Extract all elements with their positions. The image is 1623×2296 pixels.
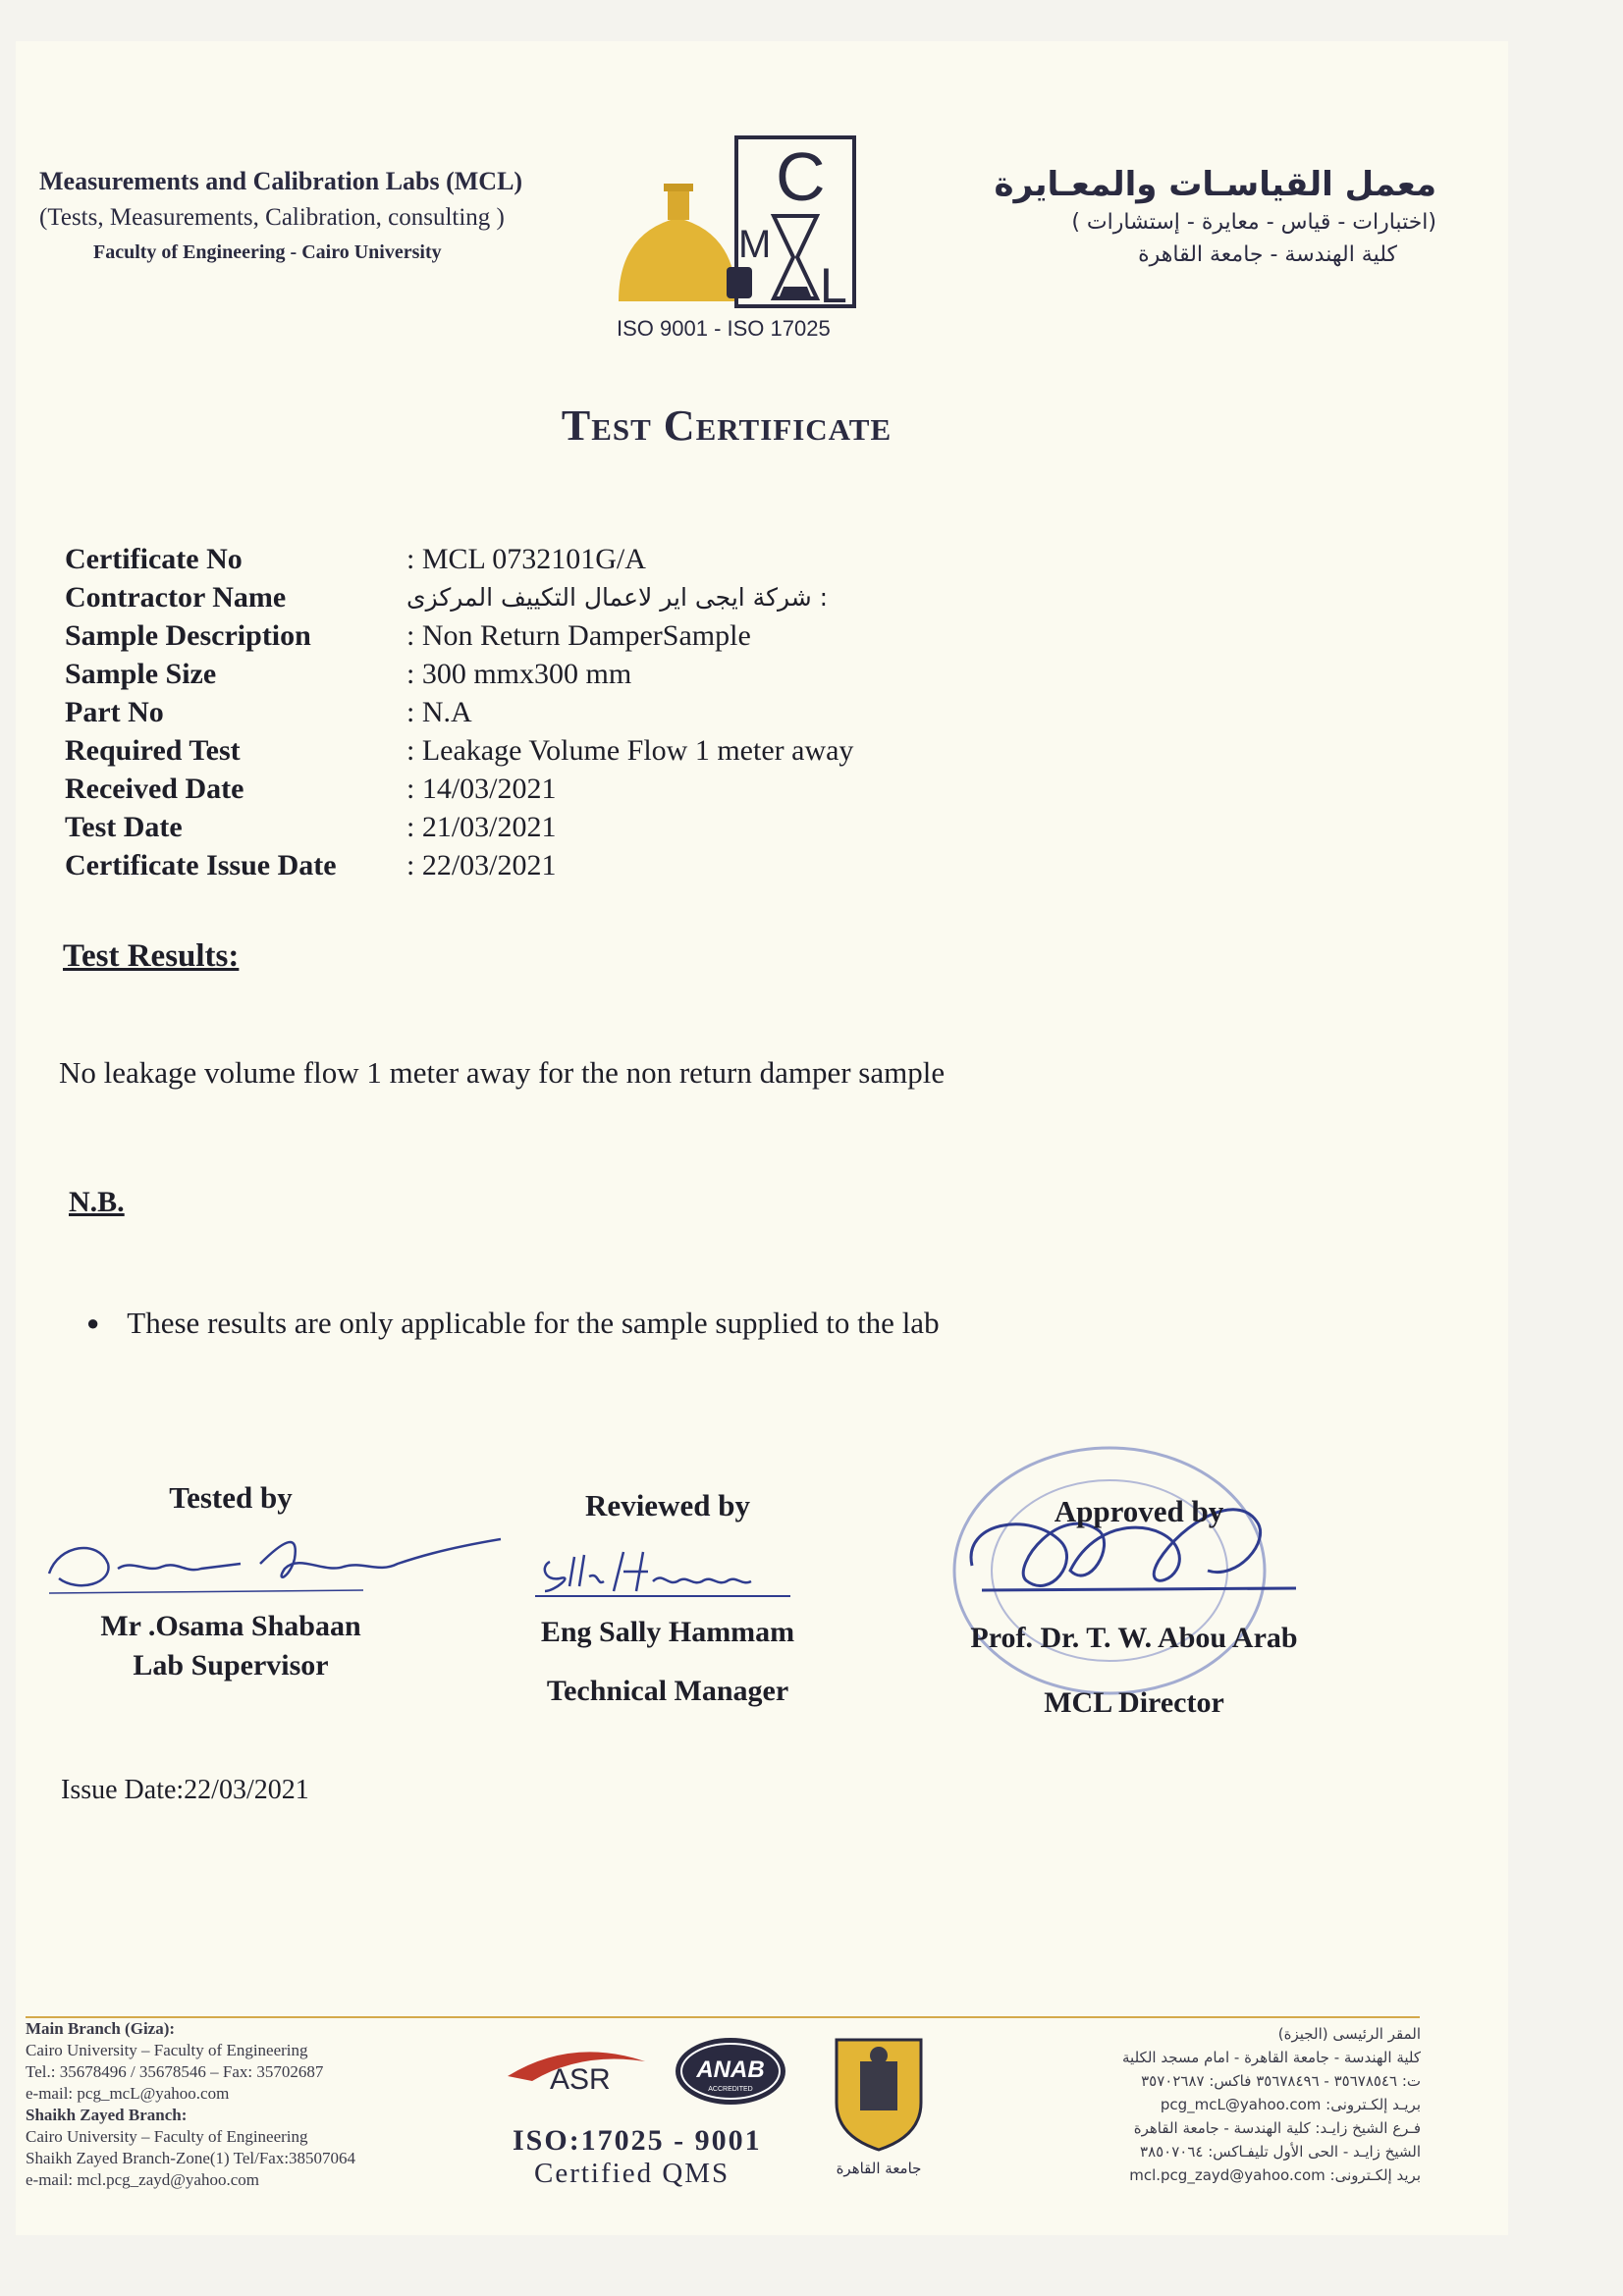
test-results-text: No leakage volume flow 1 meter away for the non return damper sample [59, 1055, 946, 1090]
logo-hourglass-sand [780, 287, 811, 296]
field-label: Contractor Name [65, 580, 287, 614]
footer-contact-en [26, 2018, 355, 2191]
reviewed-by-role: Technical Manager [546, 1675, 789, 1707]
zayed-branch-line1: Cairo University – Faculty of Engineering [26, 2127, 308, 2146]
field-row [65, 578, 853, 616]
footer-ar-line7: بريد إلكـترونى: mcl.pcg_zayd@yahoo.com [1129, 2166, 1421, 2184]
field-label: Part No [65, 695, 164, 728]
logo-tower [668, 190, 689, 220]
anab-accredited-text: ACCREDITED [708, 2086, 753, 2093]
note-text: These results are only applicable for the sample supplied to the lab [127, 1306, 940, 1340]
mcl-logo [609, 130, 874, 346]
lab-name-en: Measurements and Calibration Labs (MCL) [39, 167, 523, 195]
iso-line: ISO 9001 - ISO 17025 [617, 316, 831, 341]
field-label: Sample Size [65, 657, 217, 690]
field-label: Test Date [65, 810, 183, 843]
asr-logo-text: ASR [550, 2063, 611, 2096]
footer-ar-line2: كلية الهندسة - جامعة القاهرة - امام مسجد الكلية [1122, 2049, 1421, 2066]
zayed-branch-email: e-mail: mcl.pcg_zayd@yahoo.com [26, 2170, 259, 2189]
footer-ar-line5: فـرع الشيخ زايـد: كلية الهندسة - جامعة القاهرة [1133, 2119, 1421, 2137]
field-row [65, 770, 853, 808]
certificate-title: Test Certificate [561, 401, 893, 450]
field-value: : N.A [406, 695, 472, 728]
services-en: (Tests, Measurements, Calibration, consulting ) [39, 204, 505, 231]
field-label: Required Test [65, 733, 241, 767]
issue-date: Issue Date:22/03/2021 [61, 1775, 309, 1805]
logo-weight [727, 267, 752, 298]
footer-ar-line6: الشيخ زايـد - الحى الأول تليفـاكس: ٣٨٥٠٧٠٦٤ [1140, 2143, 1421, 2161]
anab-logo-text: ANAB [696, 2056, 765, 2083]
note-item [86, 1306, 940, 1341]
field-row [65, 616, 853, 655]
bullet-icon: ● [86, 1310, 100, 1335]
field-value: : 14/03/2021 [406, 772, 557, 805]
footer-iso: ISO:17025 - 9001 [513, 2124, 762, 2157]
header-arabic [995, 165, 1437, 267]
footer-qms: Certified QMS [534, 2158, 730, 2189]
field-value: : 22/03/2021 [406, 848, 557, 881]
field-row [65, 731, 853, 770]
footer-ar-line3: ت: ٣٥٦٧٨٥٤٦ - ٣٥٦٧٨٤٩٦ فاكس: ٣٥٧٠٢٦٨٧ [1141, 2072, 1421, 2090]
reviewed-by-label: Reviewed by [585, 1488, 750, 1522]
cairo-university-seal [825, 2034, 933, 2181]
field-label: Certificate No [65, 542, 243, 575]
services-ar: (اختبارات - قياس - معايرة - إستشارات ) [1071, 210, 1436, 235]
field-value: : 300 mmx300 mm [406, 657, 632, 690]
certificate-fields [65, 540, 853, 884]
seal-caption: جامعة القاهرة [836, 2160, 922, 2177]
field-value: : Leakage Volume Flow 1 meter away [406, 733, 854, 767]
zayed-branch-title: Shaikh Zayed Branch: [26, 2106, 188, 2124]
footer-ar-line4: بريـد إلكـترونى: pcg_mcL@yahoo.com [1160, 2096, 1421, 2113]
approved-by-role: MCL Director [1044, 1686, 1224, 1719]
logo-letter-l: L [820, 258, 847, 313]
main-branch-line2: Tel.: 35678496 / 35678546 – Fax: 35702687 [26, 2062, 324, 2081]
faculty-en: Faculty of Engineering - Cairo University [93, 241, 442, 263]
field-label: Received Date [65, 772, 244, 805]
footer-contact-ar [1122, 2022, 1421, 2187]
lab-name-ar: معمل القياسـات والمعـايرة [994, 165, 1436, 204]
certificate-sheet [16, 41, 1508, 2235]
field-label: Certificate Issue Date [65, 848, 337, 881]
logo-hourglass [774, 216, 817, 298]
tested-signature-stroke [49, 1539, 501, 1585]
field-value: : Non Return DamperSample [406, 618, 751, 652]
main-branch-line1: Cairo University – Faculty of Engineering [26, 2041, 308, 2059]
asr-logo [503, 2042, 650, 2101]
nb-heading: N.B. [69, 1186, 125, 1218]
field-row [65, 693, 853, 731]
reviewed-signature [530, 1537, 805, 1606]
tested-signature [39, 1520, 511, 1608]
field-value: : شركة ايجى اير لاعمال التكييف المركزى [406, 583, 829, 612]
field-row [65, 655, 853, 693]
anab-logo [672, 2034, 789, 2109]
field-label: Sample Description [65, 618, 311, 652]
footer-ar-line1: المقر الرئيسى (الجيزة) [1277, 2025, 1421, 2043]
stamp-outer-ring [954, 1448, 1265, 1693]
logo-tower-cap [664, 184, 693, 191]
approved-by-label: Approved by [1054, 1494, 1224, 1528]
main-branch-email: e-mail: pcg_mcL@yahoo.com [26, 2084, 230, 2103]
faculty-ar: كلية الهندسة - جامعة القاهرة [1138, 242, 1397, 267]
seal-figure-head [870, 2047, 888, 2064]
field-row [65, 846, 853, 884]
reviewed-signature-stroke [545, 1552, 751, 1591]
tested-by-label: Tested by [169, 1480, 293, 1515]
field-row [65, 808, 853, 846]
logo-dome [619, 218, 736, 301]
approved-by-name: Prof. Dr. T. W. Abou Arab [970, 1622, 1298, 1654]
field-value: : MCL 0732101G/A [406, 542, 646, 575]
seal-figure [860, 2061, 897, 2110]
field-row [65, 540, 853, 578]
tested-by-name: Mr .Osama Shabaan [100, 1610, 361, 1642]
logo-letter-m: M [738, 223, 772, 266]
tested-signature-underline [49, 1590, 363, 1593]
logo-letter-c: C [776, 138, 826, 215]
zayed-branch-line2: Shaikh Zayed Branch-Zone(1) Tel/Fax:38507064 [26, 2149, 356, 2167]
header-english [39, 167, 522, 264]
tested-by-role: Lab Supervisor [133, 1649, 329, 1682]
field-value: : 21/03/2021 [406, 810, 557, 843]
reviewed-by-name: Eng Sally Hammam [540, 1616, 795, 1648]
main-branch-title: Main Branch (Giza): [26, 2019, 176, 2038]
test-results-heading: Test Results: [63, 938, 240, 974]
